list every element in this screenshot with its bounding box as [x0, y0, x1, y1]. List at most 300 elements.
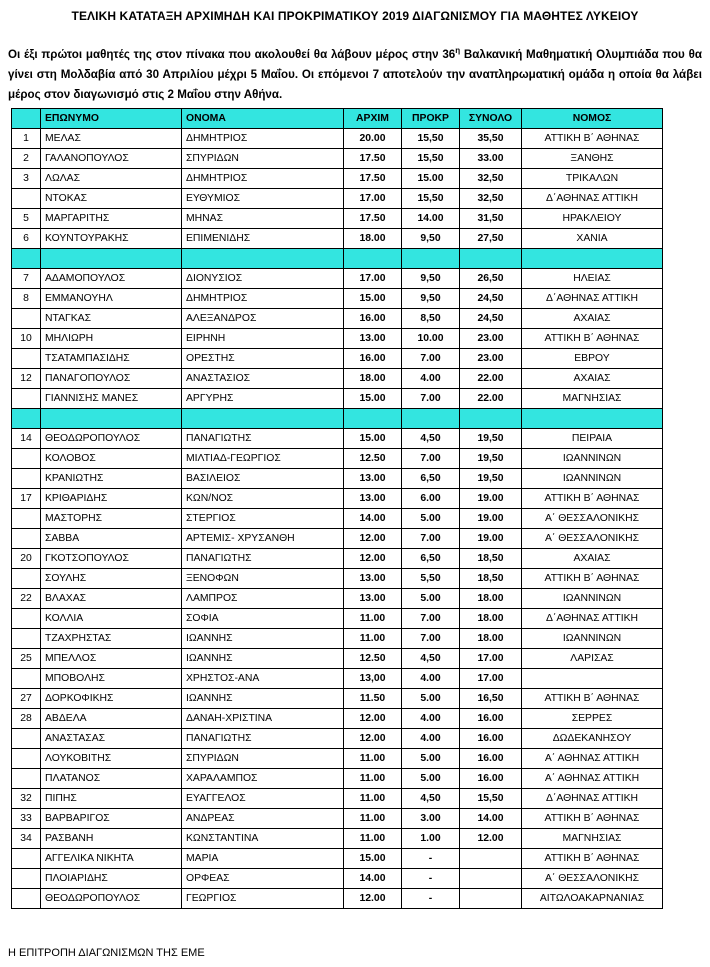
cell-total: 22.00: [460, 388, 522, 408]
cell-surname: ΑΓΓΕΛΙΚΑ ΝΙΚΗΤΑ: [41, 848, 182, 868]
cell-nomos: ΑΤΤΙΚΗ Β΄ ΑΘΗΝΑΣ: [522, 488, 663, 508]
table-row: [12, 588, 663, 608]
cell-prokr: 15,50: [402, 149, 460, 169]
cell-nomos: ΧΑΝΙΑ: [522, 229, 663, 249]
cell-total: 32,50: [460, 189, 522, 209]
cell-rank: [12, 848, 41, 868]
cell-archim: 11.00: [344, 768, 402, 788]
cell-name: ΑΡΤΕΜΙΣ- ΧΡΥΣΑΝΘΗ: [182, 528, 344, 548]
cell-surname: ΓΚΟΤΣΟΠΟΥΛΟΣ: [41, 548, 182, 568]
table-row: [12, 608, 663, 628]
table-row: [12, 708, 663, 728]
cell-nomos: ΑΤΤΙΚΗ Β΄ ΑΘΗΝΑΣ: [522, 568, 663, 588]
separator-cell: [12, 249, 41, 269]
cell-nomos: ΑΙΤΩΛΟΑΚΑΡΝΑΝΙΑΣ: [522, 888, 663, 908]
cell-nomos: Δ΄ΑΘΗΝΑΣ ΑΤΤΙΚΗ: [522, 608, 663, 628]
cell-prokr: 9,50: [402, 288, 460, 308]
cell-archim: 13.00: [344, 488, 402, 508]
table-row: [12, 428, 663, 448]
cell-prokr: 5.00: [402, 748, 460, 768]
cell-nomos: Α΄ ΑΘΗΝΑΣ ΑΤΤΙΚΗ: [522, 748, 663, 768]
cell-surname: ΜΑΣΤΟΡΗΣ: [41, 508, 182, 528]
cell-archim: 15.00: [344, 848, 402, 868]
table-row: [12, 688, 663, 708]
cell-total: 18,50: [460, 548, 522, 568]
cell-total: 18.00: [460, 588, 522, 608]
cell-archim: 11.00: [344, 608, 402, 628]
cell-surname: ΠΙΠΗΣ: [41, 788, 182, 808]
cell-archim: 12.00: [344, 548, 402, 568]
cell-name: ΧΑΡΑΛΑΜΠΟΣ: [182, 768, 344, 788]
intro-paragraph: [8, 41, 702, 105]
cell-prokr: 5.00: [402, 688, 460, 708]
cell-archim: 12.50: [344, 448, 402, 468]
cell-total: 19.00: [460, 528, 522, 548]
table-row: [12, 828, 663, 848]
cell-nomos: ΙΩΑΝΝΙΝΩΝ: [522, 468, 663, 488]
cell-archim: 13.00: [344, 568, 402, 588]
cell-prokr: 4.00: [402, 708, 460, 728]
cell-name: ΑΝΑΣΤΑΣΙΟΣ: [182, 368, 344, 388]
cell-total: 18.00: [460, 608, 522, 628]
table-row: [12, 548, 663, 568]
cell-nomos: Α΄ ΘΕΣΣΑΛΟΝΙΚΗΣ: [522, 528, 663, 548]
cell-rank: [12, 448, 41, 468]
cell-name: ΓΕΩΡΓΙΟΣ: [182, 888, 344, 908]
cell-total: 16.00: [460, 708, 522, 728]
table-row: [12, 288, 663, 308]
cell-name: ΑΡΓΥΡΗΣ: [182, 388, 344, 408]
separator-cell: [522, 408, 663, 428]
table-row: [12, 648, 663, 668]
cell-archim: 11.00: [344, 788, 402, 808]
cell-total: 33.00: [460, 149, 522, 169]
cell-surname: ΝΤΑΓΚΑΣ: [41, 308, 182, 328]
cell-prokr: 15,50: [402, 129, 460, 149]
cell-rank: 14: [12, 428, 41, 448]
cell-rank: [12, 748, 41, 768]
cell-surname: ΜΗΛΙΩΡΗ: [41, 328, 182, 348]
cell-surname: ΠΛΟΙΑΡΙΔΗΣ: [41, 868, 182, 888]
cell-surname: ΜΠΟΒΟΛΗΣ: [41, 668, 182, 688]
cell-surname: ΠΛΑΤΑΝΟΣ: [41, 768, 182, 788]
cell-prokr: 9,50: [402, 268, 460, 288]
table-row: [12, 488, 663, 508]
cell-name: ΕΙΡΗΝΗ: [182, 328, 344, 348]
table-row: [12, 189, 663, 209]
cell-prokr: 7.00: [402, 448, 460, 468]
cell-nomos: ΙΩΑΝΝΙΝΩΝ: [522, 588, 663, 608]
cell-nomos: ΛΑΡΙΣΑΣ: [522, 648, 663, 668]
cell-prokr: 15,50: [402, 189, 460, 209]
separator-cell: [460, 408, 522, 428]
cell-rank: 33: [12, 808, 41, 828]
cell-prokr: 4.00: [402, 368, 460, 388]
cell-nomos: ΑΤΤΙΚΗ Β΄ ΑΘΗΝΑΣ: [522, 129, 663, 149]
header-name: ΟΝΟΜΑ: [182, 109, 344, 129]
cell-surname: ΓΑΛΑΝΟΠΟΥΛΟΣ: [41, 149, 182, 169]
cell-surname: ΑΔΑΜΟΠΟΥΛΟΣ: [41, 268, 182, 288]
cell-total: 23.00: [460, 328, 522, 348]
cell-prokr: 4,50: [402, 788, 460, 808]
cell-total: 22.00: [460, 368, 522, 388]
cell-name: ΛΑΜΠΡΟΣ: [182, 588, 344, 608]
cell-nomos: Α΄ ΘΕΣΣΑΛΟΝΙΚΗΣ: [522, 508, 663, 528]
cell-surname: ΚΟΛΟΒΟΣ: [41, 448, 182, 468]
cell-surname: ΕΜΜΑΝΟΥΗΛ: [41, 288, 182, 308]
cell-name: ΣΠΥΡΙΔΩΝ: [182, 748, 344, 768]
cell-archim: 11.00: [344, 808, 402, 828]
cell-nomos: ΑΤΤΙΚΗ Β΄ ΑΘΗΝΑΣ: [522, 688, 663, 708]
cell-archim: 18.00: [344, 229, 402, 249]
header-surname: ΕΠΩΝΥΜΟ: [41, 109, 182, 129]
table-row: [12, 848, 663, 868]
cell-nomos: ΕΒΡΟΥ: [522, 348, 663, 368]
table-row: [12, 268, 663, 288]
cell-nomos: ΑΧΑΙΑΣ: [522, 308, 663, 328]
cell-prokr: 7.00: [402, 608, 460, 628]
cell-rank: [12, 608, 41, 628]
separator-cell: [182, 408, 344, 428]
cell-archim: 13.00: [344, 588, 402, 608]
cell-rank: [12, 888, 41, 908]
cell-rank: 6: [12, 229, 41, 249]
separator-cell: [182, 249, 344, 269]
page-title: ΤΕΛΙΚΗ ΚΑΤΑΤΑΞΗ ΑΡΧΙΜΗΔΗ ΚΑΙ ΠΡΟΚΡΙΜΑΤΙΚΟΥ 2019 ΔΙΑΓΩΝΙΣΜΟΥ ΓΙΑ ΜΑΘΗΤΕΣ ΛΥΚΕΙΟΥ: [71, 9, 639, 23]
cell-name: ΟΡΦΕΑΣ: [182, 868, 344, 888]
table-body: [12, 129, 663, 909]
table-row: [12, 209, 663, 229]
cell-total: 16.00: [460, 768, 522, 788]
cell-archim: 17.50: [344, 209, 402, 229]
cell-total: 18,50: [460, 568, 522, 588]
cell-total: 19,50: [460, 448, 522, 468]
cell-name: ΙΩΑΝΝΗΣ: [182, 628, 344, 648]
table-row: [12, 328, 663, 348]
cell-rank: 17: [12, 488, 41, 508]
cell-surname: ΜΑΡΓΑΡΙΤΗΣ: [41, 209, 182, 229]
cell-nomos: Δ΄ΑΘΗΝΑΣ ΑΤΤΙΚΗ: [522, 189, 663, 209]
cell-rank: [12, 668, 41, 688]
separator-cell: [41, 408, 182, 428]
cell-total: [460, 888, 522, 908]
cell-prokr: 9,50: [402, 229, 460, 249]
cell-nomos: ΜΑΓΝΗΣΙΑΣ: [522, 828, 663, 848]
cell-name: ΙΩΑΝΝΗΣ: [182, 688, 344, 708]
cell-name: ΟΡΕΣΤΗΣ: [182, 348, 344, 368]
cell-surname: ΒΑΡΒΑΡΙΓΟΣ: [41, 808, 182, 828]
cell-name: ΣΟΦΙΑ: [182, 608, 344, 628]
cell-total: 17.00: [460, 648, 522, 668]
cell-surname: ΘΕΟΔΩΡΟΠΟΥΛΟΣ: [41, 428, 182, 448]
cell-archim: 11.00: [344, 828, 402, 848]
cell-rank: 10: [12, 328, 41, 348]
cell-archim: 11.50: [344, 688, 402, 708]
cell-archim: 13.00: [344, 328, 402, 348]
cell-nomos: Δ΄ΑΘΗΝΑΣ ΑΤΤΙΚΗ: [522, 788, 663, 808]
table-row: [12, 149, 663, 169]
cell-prokr: 8,50: [402, 308, 460, 328]
cell-nomos: ΑΤΤΙΚΗ Β΄ ΑΘΗΝΑΣ: [522, 328, 663, 348]
table-row: [12, 728, 663, 748]
cell-archim: 17.50: [344, 169, 402, 189]
cell-name: ΜΑΡΙΑ: [182, 848, 344, 868]
table-row: [12, 768, 663, 788]
cell-rank: 7: [12, 268, 41, 288]
cell-rank: 5: [12, 209, 41, 229]
cell-archim: 12.50: [344, 648, 402, 668]
cell-name: ΑΛΕΞΑΝΔΡΟΣ: [182, 308, 344, 328]
cell-prokr: 4.00: [402, 668, 460, 688]
header-total: ΣΥΝΟΛΟ: [460, 109, 522, 129]
separator-cell: [344, 408, 402, 428]
cell-prokr: 3.00: [402, 808, 460, 828]
cell-archim: 17.50: [344, 149, 402, 169]
cell-archim: 20.00: [344, 129, 402, 149]
cell-rank: 34: [12, 828, 41, 848]
table-row: [12, 888, 663, 908]
separator-cell: [12, 408, 41, 428]
cell-archim: 14.00: [344, 868, 402, 888]
cell-surname: ΘΕΟΔΩΡΟΠΟΥΛΟΣ: [41, 888, 182, 908]
cell-prokr: 4.00: [402, 728, 460, 748]
footer-signature: Η ΕΠΙΤΡΟΠΗ ΔΙΑΓΩΝΙΣΜΩΝ ΤΗΣ ΕΜΕ: [8, 947, 205, 959]
cell-nomos: ΣΕΡΡΕΣ: [522, 708, 663, 728]
cell-nomos: ΗΡΑΚΛΕΙΟΥ: [522, 209, 663, 229]
cell-rank: [12, 768, 41, 788]
cell-total: 12.00: [460, 828, 522, 848]
cell-total: 17.00: [460, 668, 522, 688]
cell-name: ΕΠΙΜΕΝΙΔΗΣ: [182, 229, 344, 249]
cell-rank: 32: [12, 788, 41, 808]
cell-total: 14.00: [460, 808, 522, 828]
header-nomos: ΝΟΜΟΣ: [522, 109, 663, 129]
cell-name: ΣΤΕΡΓΙΟΣ: [182, 508, 344, 528]
cell-archim: 16.00: [344, 348, 402, 368]
cell-nomos: Δ΄ΑΘΗΝΑΣ ΑΤΤΙΚΗ: [522, 288, 663, 308]
cell-archim: 18.00: [344, 368, 402, 388]
cell-surname: ΚΡΙΘΑΡΙΔΗΣ: [41, 488, 182, 508]
cell-name: ΜΗΝΑΣ: [182, 209, 344, 229]
cell-total: 19,50: [460, 428, 522, 448]
cell-nomos: ΑΤΤΙΚΗ Β΄ ΑΘΗΝΑΣ: [522, 808, 663, 828]
separator-cell: [41, 249, 182, 269]
separator-cell: [344, 249, 402, 269]
cell-total: 31,50: [460, 209, 522, 229]
cell-prokr: 7.00: [402, 348, 460, 368]
cell-prokr: 6,50: [402, 548, 460, 568]
cell-archim: 13,00: [344, 668, 402, 688]
cell-name: ΜΙΛΤΙΑΔ-ΓΕΩΡΓΙΟΣ: [182, 448, 344, 468]
cell-archim: 15.00: [344, 288, 402, 308]
cell-nomos: ΙΩΑΝΝΙΝΩΝ: [522, 628, 663, 648]
cell-nomos: ΞΑΝΘΗΣ: [522, 149, 663, 169]
cell-surname: ΠΑΝΑΓΟΠΟΥΛΟΣ: [41, 368, 182, 388]
cell-surname: ΑΝΑΣΤΑΣΑΣ: [41, 728, 182, 748]
separator-cell: [402, 408, 460, 428]
cell-total: 16.00: [460, 728, 522, 748]
cell-nomos: ΙΩΑΝΝΙΝΩΝ: [522, 448, 663, 468]
table-row: [12, 348, 663, 368]
cell-surname: ΑΒΔΕΛΑ: [41, 708, 182, 728]
cell-surname: ΜΕΛΑΣ: [41, 129, 182, 149]
results-table: [11, 108, 663, 909]
separator-cell: [522, 249, 663, 269]
intro-text-part1: Οι έξι πρώτοι μαθητές της στον πίνακα που ακολουθεί θα λάβουν μέρος στην 36: [8, 47, 456, 61]
cell-name: ΔΗΜΗΤΡΙΟΣ: [182, 288, 344, 308]
table-row: [12, 448, 663, 468]
cell-prokr: 1.00: [402, 828, 460, 848]
cell-prokr: -: [402, 848, 460, 868]
table-row: [12, 308, 663, 328]
header-archim: ΑΡΧΙΜ: [344, 109, 402, 129]
table-header-row: [12, 109, 663, 129]
cell-prokr: 4,50: [402, 648, 460, 668]
cell-archim: 13.00: [344, 468, 402, 488]
cell-surname: ΜΠΕΛΛΟΣ: [41, 648, 182, 668]
cell-surname: ΚΟΥΝΤΟΥΡΑΚΗΣ: [41, 229, 182, 249]
cell-total: [460, 868, 522, 888]
cell-archim: 11.00: [344, 628, 402, 648]
cell-prokr: 5.00: [402, 508, 460, 528]
cell-total: 19.00: [460, 488, 522, 508]
cell-prokr: 4,50: [402, 428, 460, 448]
table-row: [12, 388, 663, 408]
cell-rank: 20: [12, 548, 41, 568]
cell-surname: ΚΟΛΛΙΑ: [41, 608, 182, 628]
cell-prokr: 10.00: [402, 328, 460, 348]
cell-total: 19.00: [460, 508, 522, 528]
cell-name: ΚΩΝΣΤΑΝΤΙΝΑ: [182, 828, 344, 848]
separator-cell: [402, 249, 460, 269]
cell-prokr: 5.00: [402, 768, 460, 788]
cell-total: 35,50: [460, 129, 522, 149]
cell-total: 19,50: [460, 468, 522, 488]
cell-surname: ΡΑΣΒΑΝΗ: [41, 828, 182, 848]
cell-prokr: 6.00: [402, 488, 460, 508]
cell-total: 24,50: [460, 288, 522, 308]
table-row: [12, 129, 663, 149]
cell-nomos: ΗΛΕΙΑΣ: [522, 268, 663, 288]
cell-surname: ΣΑΒΒΑ: [41, 528, 182, 548]
cell-rank: 27: [12, 688, 41, 708]
cell-rank: [12, 868, 41, 888]
cell-total: 26,50: [460, 268, 522, 288]
cell-total: 32,50: [460, 169, 522, 189]
cell-prokr: 7.00: [402, 628, 460, 648]
cell-prokr: 14.00: [402, 209, 460, 229]
table-row: [12, 229, 663, 249]
table-row: [12, 788, 663, 808]
cell-name: ΚΩΝ/ΝΟΣ: [182, 488, 344, 508]
cell-total: 27,50: [460, 229, 522, 249]
cell-archim: 12.00: [344, 528, 402, 548]
cell-prokr: -: [402, 868, 460, 888]
cell-archim: 17.00: [344, 268, 402, 288]
separator-row: [12, 249, 663, 269]
table-row: [12, 568, 663, 588]
cell-surname: ΛΟΥΚΟΒΙΤΗΣ: [41, 748, 182, 768]
cell-nomos: ΑΧΑΙΑΣ: [522, 548, 663, 568]
cell-name: ΠΑΝΑΓΙΩΤΗΣ: [182, 428, 344, 448]
table-row: [12, 528, 663, 548]
cell-rank: [12, 348, 41, 368]
cell-archim: 17.00: [344, 189, 402, 209]
cell-rank: [12, 308, 41, 328]
cell-name: ΔΗΜΗΤΡΙΟΣ: [182, 129, 344, 149]
cell-archim: 12.00: [344, 708, 402, 728]
cell-rank: [12, 568, 41, 588]
cell-rank: 25: [12, 648, 41, 668]
intro-text-part2: Βαλκανική Μαθηματική Ολυμπιάδα που θα γίνει στη Μολδαβία από 30 Απριλίου μέχρι 5 Μαΐου. Οι επόμενοι 7 αποτελούν την αναπληρωματική ομάδα η οποία θα λάβει μέρος στον διαγωνισμό στις 2 Μαΐου στην Αθήνα.: [8, 47, 702, 101]
cell-name: ΕΥΘΥΜΙΟΣ: [182, 189, 344, 209]
cell-archim: 11.00: [344, 748, 402, 768]
table-row: [12, 468, 663, 488]
cell-surname: ΤΖΑΧΡΗΣΤΑΣ: [41, 628, 182, 648]
separator-cell: [460, 249, 522, 269]
cell-name: ΠΑΝΑΓΙΩΤΗΣ: [182, 728, 344, 748]
cell-name: ΒΑΣΙΛΕΙΟΣ: [182, 468, 344, 488]
table-row: [12, 628, 663, 648]
table-row: [12, 169, 663, 189]
cell-nomos: [522, 668, 663, 688]
cell-name: ΙΩΑΝΝΗΣ: [182, 648, 344, 668]
cell-nomos: ΑΧΑΙΑΣ: [522, 368, 663, 388]
cell-total: 15,50: [460, 788, 522, 808]
cell-archim: 12.00: [344, 888, 402, 908]
cell-archim: 14.00: [344, 508, 402, 528]
header-rank: [12, 109, 41, 129]
cell-name: ΔΙΟΝΥΣΙΟΣ: [182, 268, 344, 288]
cell-rank: [12, 468, 41, 488]
cell-nomos: ΤΡΙΚΑΛΩΝ: [522, 169, 663, 189]
cell-prokr: 7.00: [402, 388, 460, 408]
cell-total: 16,50: [460, 688, 522, 708]
intro-superscript: η: [455, 46, 461, 55]
table-row: [12, 668, 663, 688]
cell-surname: ΓΙΑΝΝΙΣΗΣ ΜΑΝΕΣ: [41, 388, 182, 408]
table-row: [12, 508, 663, 528]
cell-rank: [12, 388, 41, 408]
table-row: [12, 368, 663, 388]
cell-prokr: 6,50: [402, 468, 460, 488]
cell-nomos: Α΄ ΘΕΣΣΑΛΟΝΙΚΗΣ: [522, 868, 663, 888]
cell-surname: ΒΛΑΧΑΣ: [41, 588, 182, 608]
cell-nomos: ΜΑΓΝΗΣΙΑΣ: [522, 388, 663, 408]
separator-row: [12, 408, 663, 428]
cell-rank: [12, 628, 41, 648]
cell-nomos: ΑΤΤΙΚΗ Β΄ ΑΘΗΝΑΣ: [522, 848, 663, 868]
cell-archim: 16.00: [344, 308, 402, 328]
cell-rank: 1: [12, 129, 41, 149]
cell-total: 23.00: [460, 348, 522, 368]
cell-name: ΑΝΔΡΕΑΣ: [182, 808, 344, 828]
cell-prokr: -: [402, 888, 460, 908]
table-row: [12, 748, 663, 768]
cell-name: ΕΥΑΓΓΕΛΟΣ: [182, 788, 344, 808]
cell-prokr: 5,50: [402, 568, 460, 588]
cell-prokr: 5.00: [402, 588, 460, 608]
cell-surname: ΛΩΛΑΣ: [41, 169, 182, 189]
table-row: [12, 808, 663, 828]
cell-rank: 3: [12, 169, 41, 189]
cell-name: ΧΡΗΣΤΟΣ-ΑΝΑ: [182, 668, 344, 688]
cell-surname: ΝΤΟΚΑΣ: [41, 189, 182, 209]
header-prokr: ΠΡΟΚΡ: [402, 109, 460, 129]
cell-archim: 12.00: [344, 728, 402, 748]
cell-surname: ΚΡΑΝΙΩΤΗΣ: [41, 468, 182, 488]
cell-nomos: Α΄ ΑΘΗΝΑΣ ΑΤΤΙΚΗ: [522, 768, 663, 788]
